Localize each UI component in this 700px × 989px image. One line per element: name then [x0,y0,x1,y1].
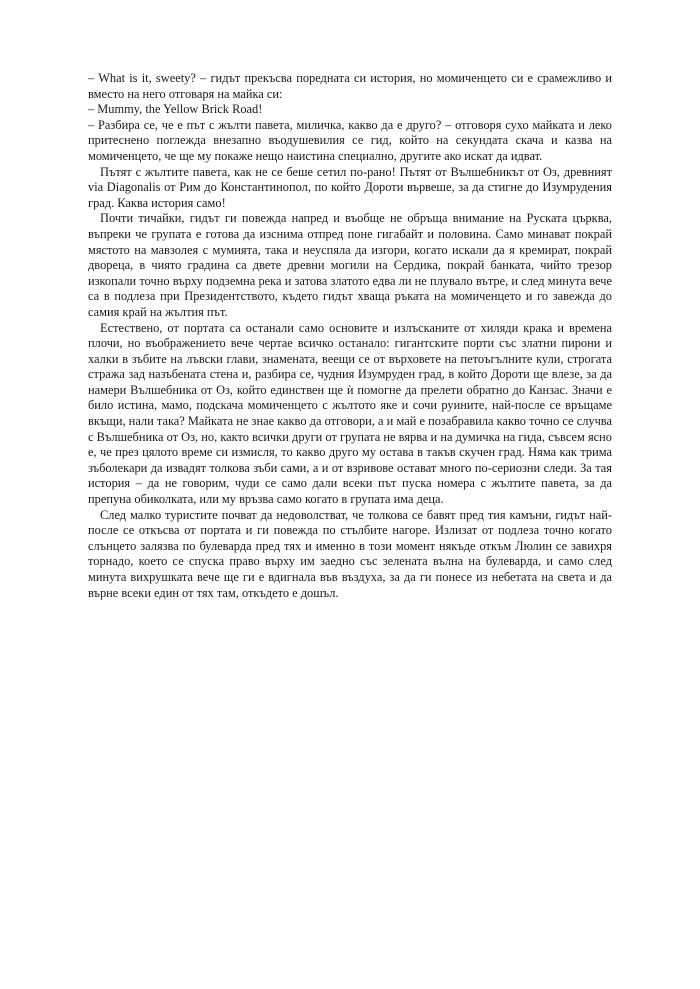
paragraph-gate-ruins: Естествено, от портата са останали само основите и излъсканите от хиляди крака и времена плочи, но въображението вече чертае всичко останало: гигантските порти със златни пирони и халки в зъбите на лъвски глави, знамената, веещи се от върховете на петоъгълните кули, строгата стража зад назъбената стена и, разбира се, чудния Изумруден град, в който Дороти ще влезе, за да намери Вълшебника от Оз, който единствен ще ѝ помогне да прелети обратно до Канзас. Значи е било истина, мамо, подскача момиченцето с жълтото яке и сочи руините, най-после се връщаме вкъщи, нали така? Майката не знае какво да отговори, а и май е позабравила какво точно се случва с Вълшебника от Оз, но, както всички други от групата не вярва и на думичка на гида, съвсем ясно е, че през цялото време си измисля, то какво друго му остава в такъв скучен град. Няма как трима зъболекари да извадят толкова зъби сами, а и от взривове остават много по-сериозни следи. За тая история – да не говорим, чуди се само дали всеки път пуска номера с жълтите павета, за да препуна обиколката, или му връзва само когато в групата има деца. [88,320,612,507]
paragraph-tornado: След малко туристите почват да недоволстват, че толкова се бавят пред тия камъни, гидът най-после се откъсва от портата и ги повежда по стълбите нагоре. Излизат от подлеза точно когато слънцето залязва по булеварда пред тях и именно в този момент някъде откъм Люлин се завихря торнадо, което се спуска право върху им заедно със зелената вълна на булеварда, и само след минута вихрушката вече ще ги е вдигнала във въздуха, за да ги понесе из небетата на света и да върне всеки един от тях там, откъдето е дошъл. [88,507,612,600]
document-page [88,71,612,601]
paragraph-yellow-road: Пътят с жълтите павета, как не се беше сетил по-рано! Пътят от Вълшебникът от Оз, древният via Diagonalis от Рим до Константинопол, по който Дороти вървеше, за да стигне до Изумрудения град. Каква история само! [88,164,612,210]
paragraph-running-tour: Почти тичайки, гидът ги повежда напред и въобще не обръща внимание на Руската църква, въпреки че групата е готова да изснима отпред поне гигабайт и половина. Само минават покрай мястото на мавзолея с мумията, така и неуспяла да изгори, когато искали да я кремират, покрай двореца, в чиято градина са двете древни могили на Сердика, покрай банката, чийто трезор изкопали точно върху подземна река и затова златото едва ли не плувало вътре, и след минута вече са в подлеза при Президентството, където гидът хваща ръката на момиченцето и го завежда до самия край на жълтия път. [88,211,612,319]
paragraph-dialog-answer: – Mummy, the Yellow Brick Road! [88,102,263,117]
paragraph-dialog-mother: – Разбира се, че е път с жълти павета, миличка, какво да е друго? – отговоря сухо майката и леко притеснено поглежда внезапно въодушевилия се гид, който на секундата скача и казва на момиченцето, че ще му покаже нещо наистина специално, другите ако искат да идват. [88,117,612,163]
paragraph-dialog-question: – What is it, sweety? – гидът прекъсва поредната си история, но момиченцето си е срамежливо и вместо на него отговаря на майка си: [88,71,612,101]
